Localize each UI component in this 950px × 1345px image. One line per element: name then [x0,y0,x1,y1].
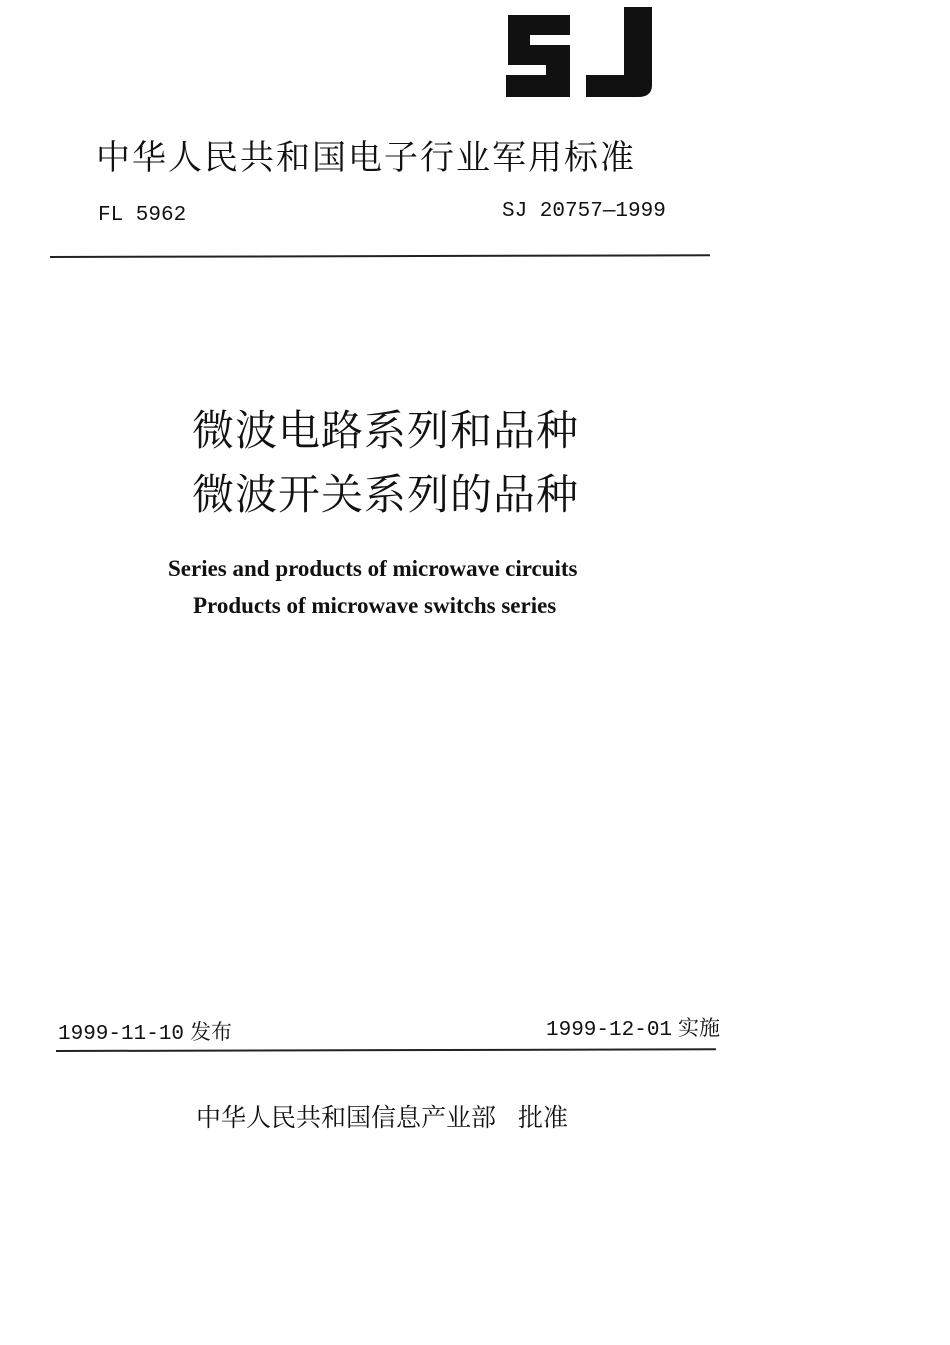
standard-organization: 中华人民共和国电子行业军用标准 [96,138,636,178]
chinese-title-line-2: 微波开关系列的品种 [192,470,580,519]
english-title-line-2: Products of microwave switchs series [193,593,557,618]
approving-authority: 中华人民共和国信息产业部 [196,1103,497,1132]
issue-label: 发布 [190,1020,233,1044]
approval-block [196,1098,568,1134]
standard-number: SJ 20757—1999 [502,200,666,223]
footer-divider [56,1048,716,1052]
implement-date-block [546,1012,720,1042]
implement-label: 实施 [678,1016,721,1040]
issue-date-block [58,1016,232,1046]
chinese-title-line-1: 微波电路系列和品种 [192,406,580,455]
issue-date: 1999-11-10 [58,1023,185,1046]
implement-date: 1999-12-01 [546,1019,673,1042]
header-divider [50,254,710,258]
approval-label: 批准 [518,1103,569,1132]
sj-logo [500,5,660,100]
sj-logo-graphic [500,5,660,100]
english-title-line-1: Series and products of microwave circuits [168,556,578,581]
classification-code: FL 5962 [98,204,187,227]
